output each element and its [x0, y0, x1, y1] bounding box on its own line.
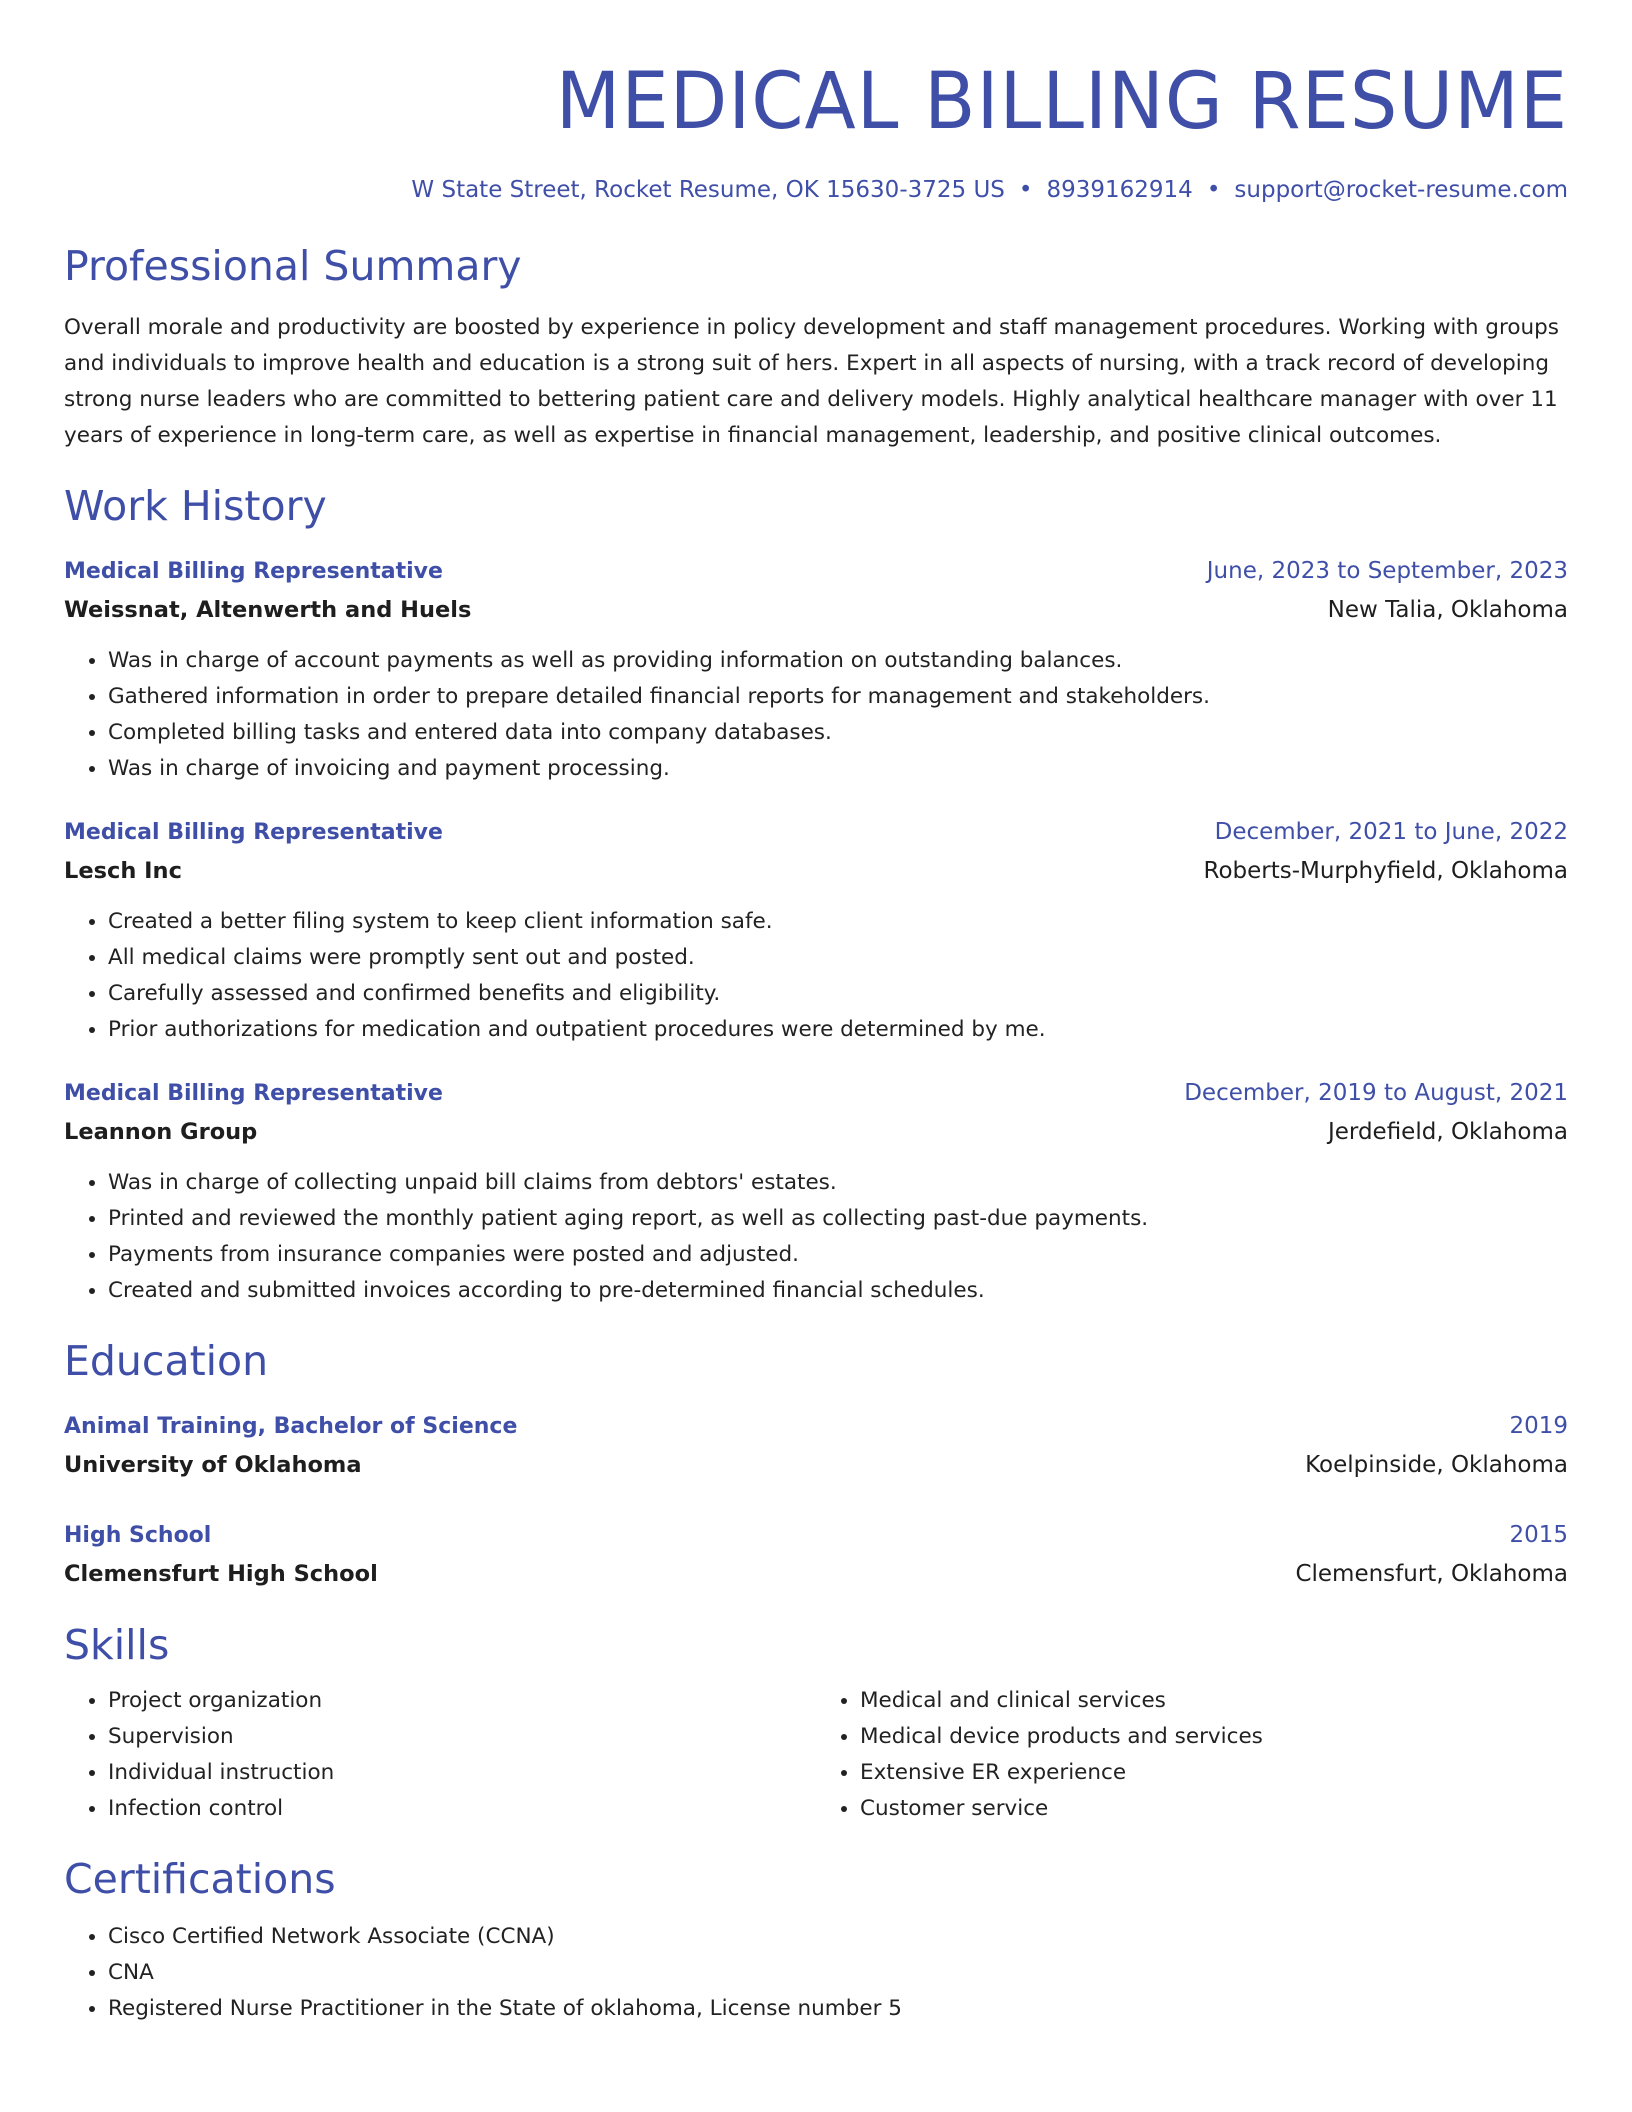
certifications-heading: Certifications [64, 1855, 336, 1903]
job-duties-list [64, 643, 1568, 787]
resume-page [64, 0, 1568, 2027]
contact-separator: • [1206, 177, 1221, 203]
skill-item: • Project organization [108, 1683, 816, 1719]
job-duty: • All medical claims were promptly sent out and posted. [108, 940, 1568, 976]
job-title: Medical Billing Representative [64, 1081, 443, 1106]
job-dates: June, 2023 to September, 2023 [1206, 558, 1568, 584]
education-degree: Animal Training, Bachelor of Science [64, 1414, 518, 1439]
education-location: Clemensfurt, Oklahoma [1295, 1561, 1568, 1587]
certification-item: • Registered Nurse Practitioner in the State of oklahoma, License number 5 [108, 1991, 1568, 2027]
job-title: Medical Billing Representative [64, 559, 443, 584]
job-duty: • Was in charge of account payments as well as providing information on outstanding balances. [108, 643, 1568, 679]
job-location: Jerdefield, Oklahoma [1327, 1119, 1568, 1145]
work-entry-company-row [64, 1113, 1568, 1151]
work-entry [64, 552, 1568, 787]
skill-item: • Medical device products and services [860, 1719, 1568, 1755]
job-company: Lesch Inc [64, 858, 182, 884]
education-school: Clemensfurt High School [64, 1561, 378, 1587]
education-location: Koelpinside, Oklahoma [1305, 1452, 1568, 1478]
skills-list-left [64, 1683, 816, 1827]
contact-email[interactable]: support@rocket-resume.com [1234, 177, 1568, 203]
job-duty: • Prior authorizations for medication and outpatient procedures were determined by me. [108, 1012, 1568, 1048]
education-year: 2019 [1509, 1413, 1568, 1439]
contact-phone: 8939162914 [1046, 177, 1193, 203]
skills-grid [64, 1683, 1568, 1827]
job-duties-list [64, 1165, 1568, 1309]
skill-item: • Supervision [108, 1719, 816, 1755]
job-location: New Talia, Oklahoma [1327, 597, 1568, 623]
job-duty: • Was in charge of collecting unpaid bill claims from debtors' estates. [108, 1165, 1568, 1201]
education-degree-row [64, 1516, 1568, 1555]
job-dates: December, 2019 to August, 2021 [1184, 1080, 1568, 1106]
contact-separator: • [1018, 177, 1033, 203]
job-duty: • Created and submitted invoices according to pre-determined financial schedules. [108, 1273, 1568, 1309]
job-duty: • Carefully assessed and confirmed benefits and eligibility. [108, 976, 1568, 1012]
job-duty: • Printed and reviewed the monthly patient aging report, as well as collecting past-due payments. [108, 1201, 1568, 1237]
certification-item: • CNA [108, 1955, 1568, 1991]
certifications-list [64, 1919, 1568, 2027]
skills-heading: Skills [64, 1621, 170, 1669]
summary-heading: Professional Summary [64, 242, 522, 290]
job-company: Weissnat, Altenwerth and Huels [64, 597, 472, 623]
skill-item: • Customer service [860, 1791, 1568, 1827]
skill-item: • Extensive ER experience [860, 1755, 1568, 1791]
skill-item: • Infection control [108, 1791, 816, 1827]
education-school-row [64, 1555, 1568, 1593]
education-entry [64, 1407, 1568, 1484]
job-company: Leannon Group [64, 1119, 258, 1145]
job-dates: December, 2021 to June, 2022 [1214, 819, 1568, 845]
education-year: 2015 [1509, 1522, 1568, 1548]
contact-line [64, 174, 1568, 206]
resume-title: MEDICAL BILLING RESUME [555, 57, 1568, 147]
work-entry [64, 813, 1568, 1048]
job-location: Roberts-Murphyfield, Oklahoma [1203, 858, 1568, 884]
education-heading: Education [64, 1337, 269, 1385]
job-duty: • Was in charge of invoicing and payment processing. [108, 751, 1568, 787]
skills-list-right [816, 1683, 1568, 1827]
job-duties-list [64, 904, 1568, 1048]
job-title: Medical Billing Representative [64, 820, 443, 845]
summary-text: Overall morale and productivity are boosted by experience in policy development and staff management procedures. Working with groups and individuals to improve health and education is a strong suit of hers. Expert in all aspects of nursing, with a track record of developing strong nurse leaders who are committed to bettering patient care and delivery models. Highly analytical healthcare manager with over 11 years of experience in long-term care, as well as expertise in financial management, leadership, and positive clinical outcomes. [64, 315, 1559, 448]
work-entry-company-row [64, 852, 1568, 890]
work-entry [64, 1074, 1568, 1309]
contact-address: W State Street, Rocket Resume, OK 15630-3725 US [411, 177, 1005, 203]
job-duty: • Payments from insurance companies were posted and adjusted. [108, 1237, 1568, 1273]
work-entry-title-row [64, 1074, 1568, 1113]
job-duty: • Created a better filing system to keep client information safe. [108, 904, 1568, 940]
education-entry [64, 1516, 1568, 1593]
job-duty: • Gathered information in order to prepare detailed financial reports for management and stakeholders. [108, 679, 1568, 715]
work-entry-title-row [64, 552, 1568, 591]
work-entry-company-row [64, 591, 1568, 629]
skill-item: • Individual instruction [108, 1755, 816, 1791]
job-duty: • Completed billing tasks and entered data into company databases. [108, 715, 1568, 751]
education-school-row [64, 1446, 1568, 1484]
work-entry-title-row [64, 813, 1568, 852]
certification-item: • Cisco Certified Network Associate (CCNA) [108, 1919, 1568, 1955]
work-history-heading: Work History [64, 482, 327, 530]
education-school: University of Oklahoma [64, 1452, 362, 1478]
education-degree-row [64, 1407, 1568, 1446]
education-degree: High School [64, 1523, 212, 1548]
skill-item: • Medical and clinical services [860, 1683, 1568, 1719]
